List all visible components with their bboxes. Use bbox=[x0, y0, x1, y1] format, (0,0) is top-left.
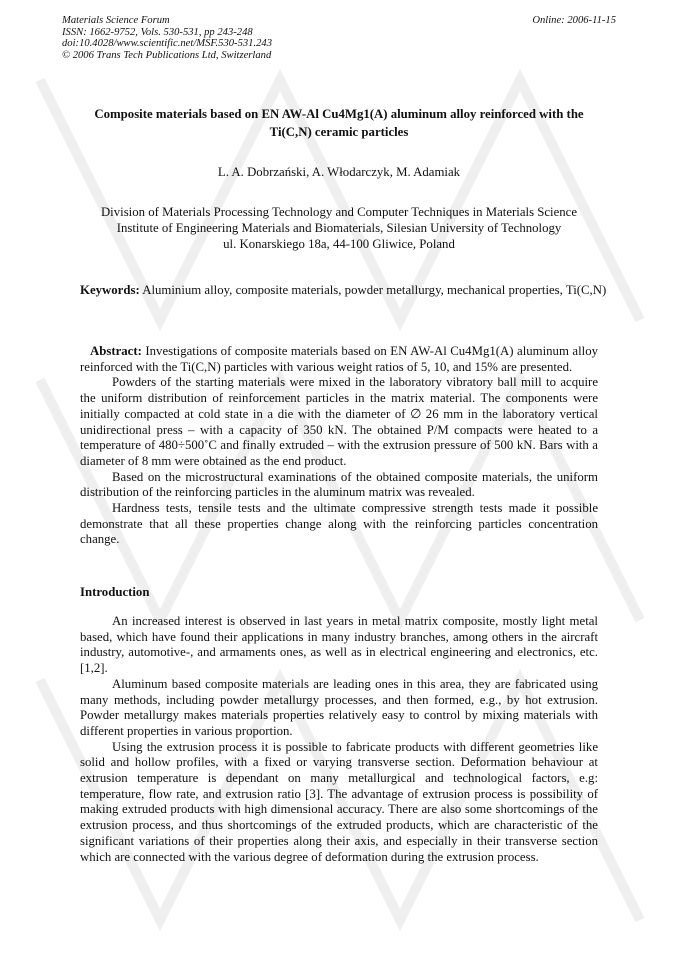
introduction-paragraph: Aluminum based composite materials are leading ones in this area, they are fabricated using many methods, including powder metallurgy processes, and then formed, e.g., by hot extrusion. Powder metallurgy makes materials properties relatively easy to control by mixing materials with different properties in various proportion. bbox=[80, 676, 598, 738]
keywords-text: Aluminium alloy, composite materials, powder metallurgy, mechanical properties, Ti(C,N) bbox=[142, 283, 607, 297]
authors: L. A. Dobrzański, A. Włodarczyk, M. Adamiak bbox=[217, 165, 461, 179]
paper-title: Composite materials based on EN AW-Al Cu4Mg1(A) aluminum alloy reinforced with the Ti(C,N) ceramic particles bbox=[94, 107, 584, 139]
issn-line: ISSN: 1662-9752, Vols. 530-531, pp 243-248 bbox=[62, 26, 253, 38]
section-heading-introduction: Introduction bbox=[80, 585, 150, 599]
introduction-paragraph: Using the extrusion process it is possible to fabricate products with different geometries like solid and hollow profiles, with a fixed or varying transverse section. Deformation behaviour at extrusion temperature is dependant on many metallurgical and technological factors, e.g: temperature, flow rate, and extrusion ratio [3]. The advantage of extrusion process is possibility of making extruded products with high dimensional accuracy. There are also some shortcomings of the extrusion process, and thus shortcomings of the extruded products, which are characteristic of the significant variations of their properties along their axis, and especially in their transverse section which are connected with the various degree of deformation during the extrusion process. bbox=[80, 739, 598, 864]
doi-line: doi:10.4028/www.scientific.net/MSF.530-531.243 bbox=[62, 38, 272, 50]
keywords bbox=[80, 283, 669, 299]
abstract-label: Abstract: bbox=[90, 344, 142, 358]
keywords-label: Keywords: bbox=[80, 283, 140, 297]
introduction-paragraph: An increased interest is observed in last years in metal matrix composite, mostly light metal based, which have found their applications in many industry branches, among others in the aircraft industry, automotive-, and armaments ones, as well as in electrical engineering and electronics, etc. [1,2]. bbox=[80, 614, 598, 676]
affiliation bbox=[80, 204, 598, 252]
introduction-section bbox=[80, 614, 598, 865]
journal-name: Materials Science Forum bbox=[62, 15, 170, 26]
abstract-section bbox=[80, 344, 598, 548]
abstract-paragraph bbox=[80, 344, 598, 375]
journal-header bbox=[62, 15, 272, 61]
abstract-paragraph: Based on the microstructural examinations of the obtained composite materials, the uniform distribution of the reinforcing particles in the aluminum matrix was revealed. bbox=[80, 469, 598, 500]
copyright-line: © 2006 Trans Tech Publications Ltd, Switzerland bbox=[62, 49, 272, 61]
affiliation-line: Division of Materials Processing Technology and Computer Techniques in Materials Science bbox=[100, 205, 578, 219]
online-date: Online: 2006-11-15 bbox=[532, 15, 616, 26]
affiliation-line: ul. Konarskiego 18a, 44-100 Gliwice, Poland bbox=[223, 237, 455, 251]
abstract-text: Investigations of composite materials based on EN AW-Al Cu4Mg1(A) aluminum alloy reinforced with the Ti(C,N) particles with various weight ratios of 5, 10, and 15% are presented. bbox=[80, 344, 598, 374]
abstract-paragraph: Hardness tests, tensile tests and the ultimate compressive strength tests made it possible demonstrate that all these properties change along with the reinforcing particles concentration change. bbox=[80, 501, 598, 547]
affiliation-line: Institute of Engineering Materials and Biomaterials, Silesian University of Technology bbox=[116, 221, 562, 235]
abstract-paragraph: Powders of the starting materials were mixed in the laboratory vibratory ball mill to acquire the uniform distribution of reinforcement particles in the matrix material. The components were initially compacted at cold state in a die with the diameter of ∅ 26 mm in the laboratory vertical unidirectional press – with a capacity of 350 kN. The obtained P/M compacts were heated to a temperature of 480÷500˚C and finally extruded – with the extrusion pressure of 500 kN. Bars with a diameter of 8 mm were obtained as the end product. bbox=[80, 375, 598, 468]
